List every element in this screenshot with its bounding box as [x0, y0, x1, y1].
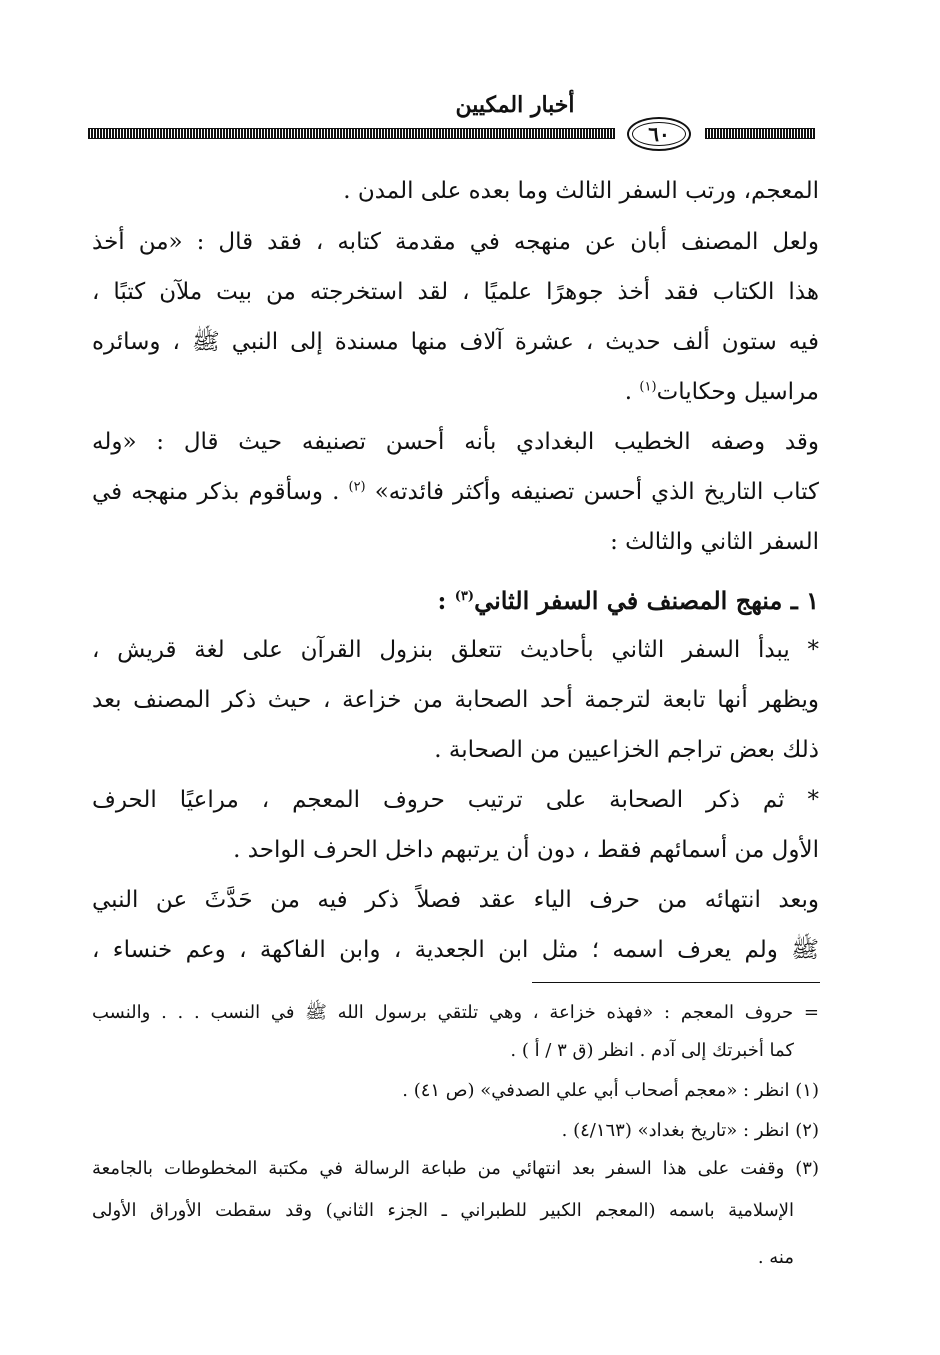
- footnote-ref-1: (١): [639, 379, 657, 395]
- body-line: * ثم ذكر الصحابة على ترتيب حروف المعجم ، مراعيًا الحرف: [92, 787, 819, 813]
- body-line: هذا الكتاب فقد أخذ جوهرًا علميًا ، لقد استخرجته من بيت ملآن كتبًا ،: [92, 279, 819, 305]
- footnote-1: (١) انظر : «معجم أصحاب أبي علي الصدفي» (ص ٤١) .: [402, 1080, 819, 1101]
- body-line: وقد وصفه الخطيب البغدادي بأنه أحسن تصنيفه حيث قال : «وله: [92, 429, 819, 455]
- running-title: أخبار المكيين: [455, 92, 575, 118]
- heading-end: :: [437, 586, 447, 615]
- body-text: .: [624, 379, 633, 405]
- footnote-line: = حروف المعجم : «فهذه خزاعة ، وهي تلتقي برسول الله ﷺ في النسب . . . والنسب: [92, 1002, 819, 1023]
- body-text: كتاب التاريخ الذي أحسن تصنيفه وأكثر فائدته»: [374, 479, 820, 505]
- section-heading: [300, 576, 819, 626]
- heading-text: ١ ـ منهج المصنف في السفر الثاني: [474, 586, 819, 615]
- body-line: [92, 368, 819, 416]
- footnote-line: الإسلامية باسمه (المعجم الكبير للطبراني ـ الجزء الثاني) وقد سقطت الأوراق الأولى: [92, 1200, 794, 1221]
- footnote-line: منه .: [757, 1247, 794, 1268]
- body-text: . وسأقوم بذكر منهجه في: [92, 479, 340, 505]
- footnote-ref-2: (٢): [348, 479, 366, 495]
- body-line: ذلك بعض تراجم الخزاعيين من الصحابة .: [434, 737, 819, 763]
- body-line: المعجم، ورتب السفر الثالث وما بعده على المدن .: [343, 178, 819, 204]
- header-rule-right: [705, 128, 815, 139]
- footnote-ref-3: (٣): [454, 589, 475, 604]
- footnote-separator: [532, 982, 820, 983]
- body-line: ويظهر أنها تابعة لترجمة أحد الصحابة من خزاعة ، حيث ذكر المصنف بعد: [92, 687, 819, 713]
- body-line: السفر الثاني والثالث :: [610, 529, 819, 555]
- body-line: وبعد انتهائه من حرف الياء عقد فصلاً ذكر فيه من حَدَّثَ عن النبي: [92, 887, 819, 913]
- footnote-2: (٢) انظر : «تاريخ بغداد» (٤/١٦٣) .: [561, 1120, 819, 1141]
- body-text: مراسيل وحكايات: [656, 379, 819, 405]
- footnote-line: كما أخبرتك إلى آدم . انظر (ق ٣ / أ ) .: [510, 1040, 794, 1061]
- body-line: ﷺ ولم يعرف اسمه ؛ مثل ابن الجعدية ، وابن الفاكهة ، وعم خنساء ،: [92, 937, 819, 963]
- body-line: * يبدأ السفر الثاني بأحاديث تتعلق بنزول القرآن على لغة قريش ،: [92, 637, 819, 663]
- body-line: ولعل المصنف أبان عن منهجه في مقدمة كتابه ، فقد قال : «من أخذ: [92, 229, 819, 255]
- body-line: الأول من أسمائهم فقط ، دون أن يرتبهم داخل الحرف الواحد .: [233, 837, 819, 863]
- footnote-3: (٣) وقفت على هذا السفر بعد انتهائي من طباعة الرسالة في مكتبة المخطوطات بالجامعة: [92, 1158, 819, 1179]
- body-line: فيه ستون ألف حديث ، عشرة آلاف منها مسندة إلى النبي ﷺ ، وسائره: [92, 329, 819, 355]
- page-number: ٦٠: [627, 117, 691, 151]
- header-rule-left: [88, 128, 615, 139]
- body-line: [92, 468, 819, 516]
